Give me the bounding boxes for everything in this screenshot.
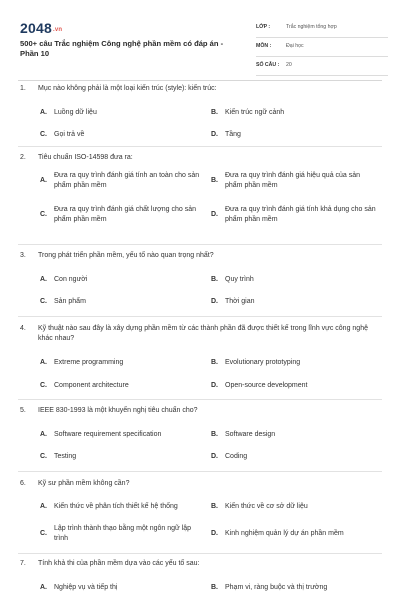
question-divider [18,471,382,472]
question-text: Kỹ thuật nào sau đây là xây dựng phần mềm từ các thành phần đã được thiết kế trong lĩnh vực công nghệ khác nhau? [38,325,368,342]
question-text: Tiêu chuẩn ISO-14598 đưa ra: [38,154,133,161]
meta-row-class [256,20,388,38]
meta-row-subject [256,39,388,57]
question-number: 2. [20,154,26,161]
question-text: IEEE 830-1993 là một khuyến nghị tiêu chuẩn cho? [38,407,198,414]
question-number: 1. [20,85,26,92]
meta-label: MÔN : [256,43,272,49]
question-6: 6. Kỹ sư phần mềm không cần? A. Kiến thức về phân tích thiết kế hệ thống B. Kiến thức về cơ sở dữ liệu C. Lập trình thành thạo bằng một ngôn ngữ lập trình D. Kinh nghiệm quản lý dự án phần mềm [20,479,380,559]
question-divider [18,316,382,317]
question-divider [18,146,382,147]
question-text: Tính khả thi của phần mềm dựa vào các yếu tố sau: [38,560,200,567]
question-2: 2. Tiêu chuẩn ISO-14598 đưa ra: A. Đưa ra quy trình đánh giá tính an toàn cho sản phẩm phần mềm B. Đưa ra quy trình đánh giá hiệu quả của sản phẩm phần mềm C. Đưa ra quy trình đánh giá chất lượng cho sản phẩm phần mềm D. Đưa ra quy trình đánh giá tính khả dụng cho sản phẩm phần mềm [20,153,380,243]
question-number: 4. [20,325,26,332]
question-divider [18,399,382,400]
header-divider [18,80,382,81]
question-1: 1. Mục nào không phải là một loại kiến trúc (style): kiến trúc: A. Luồng dữ liệu B. Kiến trúc ngữ cảnh C. Gọi trả về D. Tầng [20,84,380,154]
question-7: 7. Tính khả thi của phần mềm dựa vào các yếu tố sau: A. Nghiệp vụ và tiếp thị B. Phạm vi, ràng buộc và thị trường [20,559,380,599]
meta-label: LỚP : [256,24,271,30]
meta-info [256,20,388,77]
question-number: 6. [20,480,26,487]
question-4: 4. Kỹ thuật nào sau đây là xây dựng phần mềm từ các thành phần đã được thiết kế trong lĩnh vực công nghệ khác nhau? A. Extreme programming B. Evolutionary prototyping C. Component architecture D. Open-source development [20,324,380,404]
question-number: 5. [20,407,26,414]
question-text: Trong phát triển phần mềm, yếu tố nào quan trọng nhất? [38,252,214,259]
question-3: 3. Trong phát triển phần mềm, yếu tố nào quan trọng nhất? A. Con người B. Quy trình C. Sản phẩm D. Thời gian [20,251,380,321]
question-5: 5. IEEE 830-1993 là một khuyến nghị tiêu chuẩn cho? A. Software requirement specification B. Software design C. Testing D. Coding [20,406,380,476]
meta-value: 20 [286,62,292,68]
question-divider [18,553,382,554]
meta-value: Đại học [286,43,304,49]
document-page [6,6,394,600]
question-divider [18,244,382,245]
document-header [6,6,394,76]
meta-value: Trắc nghiệm tổng hợp [286,24,337,30]
site-logo[interactable]: 2048.vn [20,20,63,36]
page-title: 500+ câu Trắc nghiệm Công nghệ phần mềm có đáp án - Phần 10 [20,39,224,58]
meta-row-count [256,58,388,76]
meta-label: SỐ CÂU : [256,62,280,68]
question-text: Mục nào không phải là một loại kiến trúc (style): kiến trúc: [38,85,217,92]
question-text: Kỹ sư phần mềm không cần? [38,480,130,487]
question-number: 3. [20,252,26,259]
question-number: 7. [20,560,26,567]
